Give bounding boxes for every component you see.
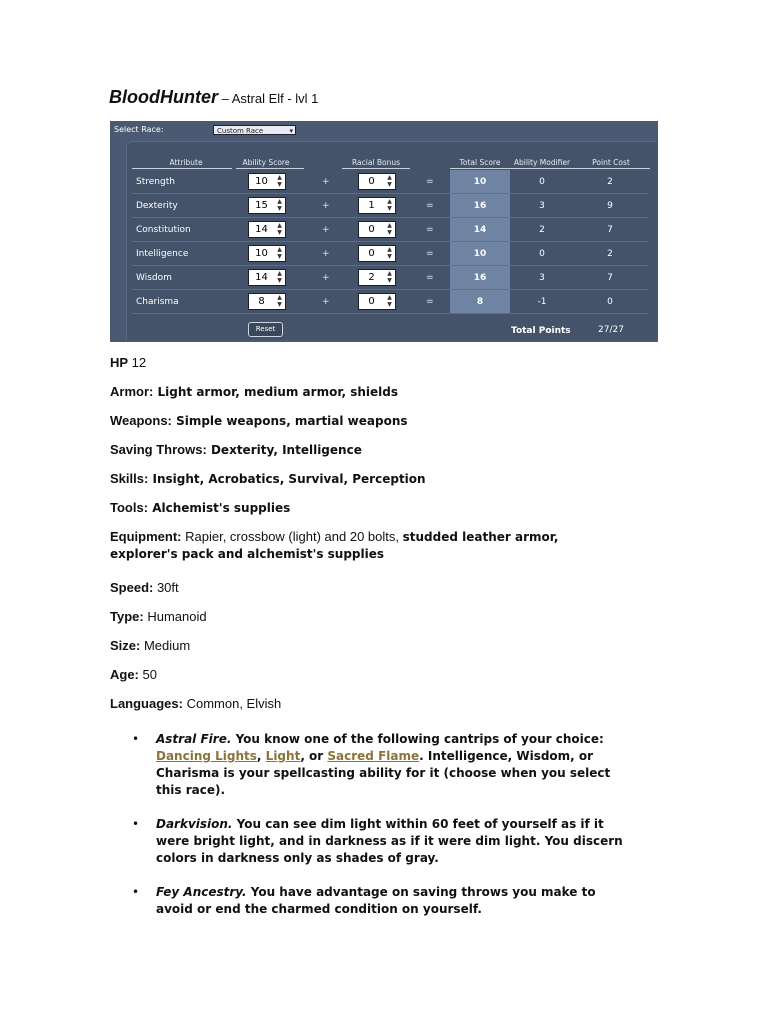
attribute-name: Constitution xyxy=(136,225,191,235)
ability-score-value: 8 xyxy=(258,296,265,307)
ability-score-spinner[interactable] xyxy=(248,221,286,238)
arrow-down-icon[interactable]: ▼ xyxy=(277,181,282,188)
page-title xyxy=(109,87,318,108)
attribute-row xyxy=(110,194,658,218)
total-score-value: 10 xyxy=(450,242,510,266)
chevron-down-icon: ▾ xyxy=(289,127,293,135)
stat-age xyxy=(110,667,157,682)
stat-equipment-continued xyxy=(110,546,384,561)
arrow-up-icon[interactable]: ▲ xyxy=(387,294,392,301)
plus-sign: + xyxy=(322,225,330,235)
racial-bonus-spinner[interactable] xyxy=(358,245,396,262)
attribute-name: Strength xyxy=(136,177,175,187)
ability-score-spinner[interactable] xyxy=(248,197,286,214)
arrow-down-icon[interactable]: ▼ xyxy=(387,229,392,236)
point-cost-value: 2 xyxy=(607,249,613,259)
stat-label: Equipment: xyxy=(110,529,182,544)
header-total-score: Total Score xyxy=(459,158,501,167)
arrow-up-icon[interactable]: ▲ xyxy=(277,270,282,277)
header-attribute: Attribute xyxy=(169,158,203,167)
equals-sign: = xyxy=(426,273,434,283)
arrow-up-icon[interactable]: ▲ xyxy=(387,270,392,277)
ability-score-value: 14 xyxy=(255,272,268,283)
stat-value: Alchemist's supplies xyxy=(148,501,291,515)
arrow-down-icon[interactable]: ▼ xyxy=(387,205,392,212)
arrow-down-icon[interactable]: ▼ xyxy=(387,277,392,284)
trait-text: You know one of the following cantrips of your choice: xyxy=(231,732,604,746)
stat-value: Common, Elvish xyxy=(182,696,282,711)
trait-name: Darkvision. xyxy=(156,817,233,831)
arrow-down-icon[interactable]: ▼ xyxy=(277,229,282,236)
total-points-label: Total Points xyxy=(511,326,571,336)
stat-label: Languages: xyxy=(110,696,183,711)
stat-label: Weapons: xyxy=(110,413,172,428)
arrow-up-icon[interactable]: ▲ xyxy=(277,246,282,253)
stat-value: Light armor, medium armor, shields xyxy=(153,385,398,399)
ability-score-value: 10 xyxy=(255,248,268,259)
total-score-value: 14 xyxy=(450,218,510,242)
point-cost-value: 2 xyxy=(607,177,613,187)
stat-value: 30ft xyxy=(153,580,179,595)
arrow-up-icon[interactable]: ▲ xyxy=(277,198,282,205)
stat-label: Armor: xyxy=(110,384,154,399)
ability-modifier-value: 0 xyxy=(539,177,545,187)
equals-sign: = xyxy=(426,177,434,187)
stat-label: HP xyxy=(110,355,129,370)
stat-label: Tools: xyxy=(110,500,149,515)
stat-label: Type: xyxy=(110,609,144,624)
trait-darkvision xyxy=(132,816,636,867)
racial-bonus-spinner[interactable] xyxy=(358,197,396,214)
trait-text: , or xyxy=(300,749,328,763)
plus-sign: + xyxy=(322,273,330,283)
plus-sign: + xyxy=(322,177,330,187)
attribute-row xyxy=(110,218,658,242)
total-score-value: 10 xyxy=(450,170,510,194)
ability-modifier-value: 3 xyxy=(539,273,545,283)
stat-value-bold: explorer's pack and alchemist's supplies xyxy=(110,547,385,561)
ability-modifier-value: 3 xyxy=(539,201,545,211)
race-select[interactable] xyxy=(213,125,296,135)
header-divider xyxy=(236,168,304,169)
stat-size xyxy=(110,638,190,653)
header-racial-bonus: Racial Bonus xyxy=(351,158,401,167)
stat-armor xyxy=(110,384,398,399)
arrow-down-icon[interactable]: ▼ xyxy=(277,277,282,284)
character-subtitle: – Astral Elf - lvl 1 xyxy=(217,91,319,106)
plus-sign: + xyxy=(322,201,330,211)
header-divider xyxy=(132,168,232,169)
ability-score-value: 14 xyxy=(255,224,268,235)
link-dancing-lights[interactable]: Dancing Lights xyxy=(156,749,257,763)
arrow-up-icon[interactable]: ▲ xyxy=(387,198,392,205)
stat-value: 50 xyxy=(138,667,157,682)
attribute-row xyxy=(110,266,658,290)
trait-list xyxy=(132,731,636,935)
arrow-down-icon[interactable]: ▼ xyxy=(387,301,392,308)
racial-bonus-value: 1 xyxy=(368,200,375,211)
ability-score-value: 15 xyxy=(255,200,268,211)
arrow-down-icon[interactable]: ▼ xyxy=(387,181,392,188)
trait-name: Astral Fire. xyxy=(156,732,232,746)
point-cost-value: 7 xyxy=(607,225,613,235)
total-score-value: 16 xyxy=(450,266,510,290)
arrow-down-icon[interactable]: ▼ xyxy=(387,253,392,260)
stat-value: Rapier, crossbow (light) and 20 bolts, xyxy=(181,529,403,544)
stat-saving-throws xyxy=(110,442,362,457)
stat-label: Saving Throws: xyxy=(110,442,207,457)
racial-bonus-spinner[interactable] xyxy=(358,269,396,286)
arrow-up-icon[interactable]: ▲ xyxy=(387,174,392,181)
attribute-name: Charisma xyxy=(136,297,179,307)
racial-bonus-value: 0 xyxy=(368,176,375,187)
header-point-cost: Point Cost xyxy=(592,158,630,167)
stat-value: Medium xyxy=(140,638,191,653)
arrow-down-icon[interactable]: ▼ xyxy=(277,205,282,212)
stat-speed xyxy=(110,580,179,595)
trait-text: You have advantage on saving throws you make to avoid or end the charmed condition on yourself. xyxy=(156,885,596,916)
point-buy-panel xyxy=(110,121,658,342)
point-cost-value: 0 xyxy=(607,297,613,307)
header-ability-score: Ability Score xyxy=(242,158,290,167)
stat-skills xyxy=(110,471,426,486)
stat-tools xyxy=(110,500,290,515)
racial-bonus-spinner[interactable] xyxy=(358,221,396,238)
stat-value: Dexterity, Intelligence xyxy=(206,443,362,457)
arrow-up-icon[interactable]: ▲ xyxy=(387,246,392,253)
link-sacred-flame[interactable]: Sacred Flame xyxy=(327,749,420,763)
trait-fey-ancestry xyxy=(132,884,636,918)
bullet: • xyxy=(132,817,140,831)
ability-score-spinner[interactable] xyxy=(248,269,286,286)
racial-bonus-value: 0 xyxy=(368,248,375,259)
arrow-up-icon[interactable]: ▲ xyxy=(277,222,282,229)
stat-value: 12 xyxy=(128,355,147,370)
ability-score-spinner[interactable] xyxy=(248,245,286,262)
stat-value-bold: studded leather armor, xyxy=(402,530,559,544)
stat-hp xyxy=(110,355,146,370)
point-cost-value: 7 xyxy=(607,273,613,283)
attribute-row xyxy=(110,242,658,266)
trait-name: Fey Ancestry. xyxy=(156,885,247,899)
arrow-up-icon[interactable]: ▲ xyxy=(277,294,282,301)
arrow-down-icon[interactable]: ▼ xyxy=(277,301,282,308)
arrow-down-icon[interactable]: ▼ xyxy=(277,253,282,260)
stat-value: Humanoid xyxy=(143,609,207,624)
attribute-name: Wisdom xyxy=(136,273,172,283)
ability-modifier-value: 2 xyxy=(539,225,545,235)
trait-astral-fire xyxy=(132,731,636,799)
stat-value: Insight, Acrobatics, Survival, Perception xyxy=(148,472,426,486)
racial-bonus-value: 0 xyxy=(368,296,375,307)
attribute-name: Intelligence xyxy=(136,249,189,259)
trait-text: , xyxy=(256,749,266,763)
row-divider xyxy=(132,313,648,314)
racial-bonus-value: 2 xyxy=(368,272,375,283)
equals-sign: = xyxy=(426,297,434,307)
stat-weapons xyxy=(110,413,408,428)
ability-modifier-value: 0 xyxy=(539,249,545,259)
point-cost-value: 9 xyxy=(607,201,613,211)
ability-score-spinner[interactable] xyxy=(248,293,286,310)
trait-text: You can see dim light within 60 feet of yourself as if it were bright light, and in darkness as if it were dim light. You discern colors in darkness only as shades of gray. xyxy=(156,817,623,865)
arrow-up-icon[interactable]: ▲ xyxy=(387,222,392,229)
ability-score-value: 10 xyxy=(255,176,268,187)
header-divider xyxy=(342,168,410,169)
stat-label: Age: xyxy=(110,667,139,682)
ability-modifier-value: -1 xyxy=(537,297,547,307)
bullet: • xyxy=(132,885,140,899)
stat-languages xyxy=(110,696,281,711)
racial-bonus-spinner[interactable] xyxy=(358,293,396,310)
total-score-value: 16 xyxy=(450,194,510,218)
bullet: • xyxy=(132,732,140,746)
plus-sign: + xyxy=(322,249,330,259)
racial-bonus-value: 0 xyxy=(368,224,375,235)
reset-button[interactable]: Reset xyxy=(248,322,283,337)
stat-value: Simple weapons, martial weapons xyxy=(171,414,408,428)
ability-score-spinner[interactable] xyxy=(248,173,286,190)
attribute-row xyxy=(110,290,658,314)
total-points-value: 27/27 xyxy=(598,325,624,335)
race-select-value: Custom Race xyxy=(217,127,264,135)
equals-sign: = xyxy=(426,249,434,259)
stat-type xyxy=(110,609,207,624)
header-divider xyxy=(450,168,650,169)
character-name: BloodHunter xyxy=(109,87,218,107)
total-score-value: 8 xyxy=(450,290,510,314)
stat-equipment xyxy=(110,529,558,544)
stat-label: Size: xyxy=(110,638,141,653)
equals-sign: = xyxy=(426,225,434,235)
link-light[interactable]: Light xyxy=(265,749,301,763)
racial-bonus-spinner[interactable] xyxy=(358,173,396,190)
stat-label: Speed: xyxy=(110,580,154,595)
attribute-name: Dexterity xyxy=(136,201,178,211)
arrow-up-icon[interactable]: ▲ xyxy=(277,174,282,181)
trait-text: . Intelligence, Wisdom, or Charisma is your spellcasting ability for it (choose when you select this race). xyxy=(156,749,611,797)
plus-sign: + xyxy=(322,297,330,307)
header-ability-modifier: Ability Modifier xyxy=(513,158,571,167)
equals-sign: = xyxy=(426,201,434,211)
stat-label: Skills: xyxy=(110,471,149,486)
select-race-label: Select Race: xyxy=(114,125,164,134)
attribute-row xyxy=(110,170,658,194)
